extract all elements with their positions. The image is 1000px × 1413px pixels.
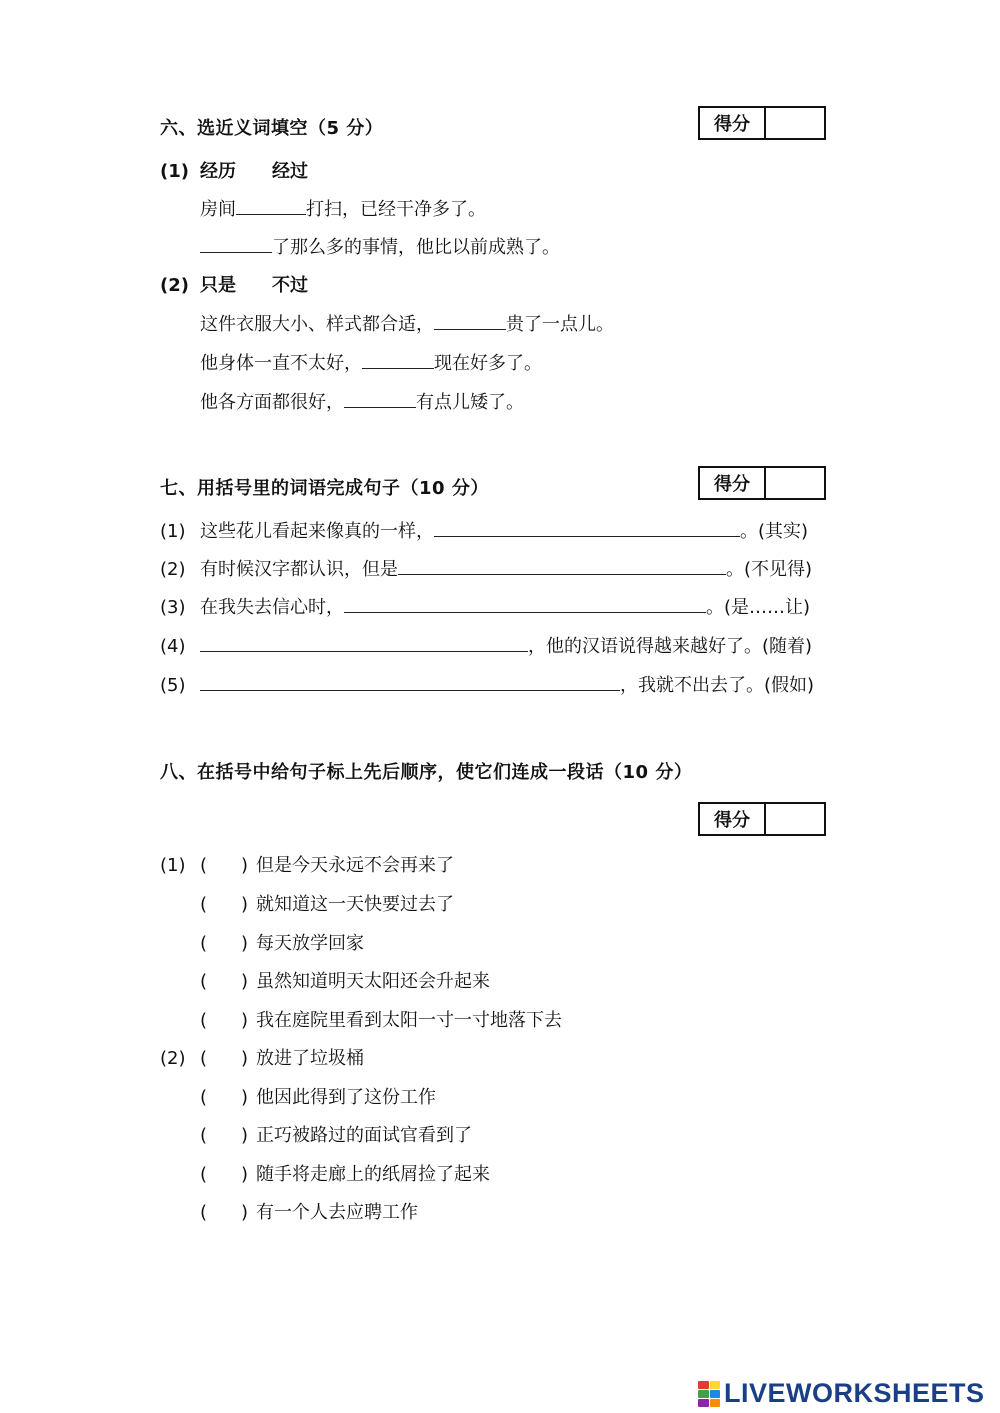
score-label: 得分 xyxy=(700,108,766,138)
s6-q1-header xyxy=(160,160,308,184)
liveworksheets-logo-icon xyxy=(698,1381,720,1407)
line-text: 有点儿矮了。 xyxy=(416,392,524,413)
order-blank[interactable]: ( ) xyxy=(200,855,249,876)
order-blank[interactable]: ( ) xyxy=(200,1010,249,1031)
order-blank[interactable]: ( ) xyxy=(200,933,249,954)
line-text: 他身体一直不太好， xyxy=(200,353,362,374)
question-number: (1) xyxy=(160,855,186,876)
answer-blank[interactable] xyxy=(398,558,726,575)
score-input[interactable] xyxy=(766,108,824,138)
question-number: (3) xyxy=(160,597,186,618)
order-blank[interactable]: ( ) xyxy=(200,1164,249,1185)
score-box-7 xyxy=(698,466,826,500)
word-option: 经过 xyxy=(272,161,308,182)
s7-item-1 xyxy=(160,520,808,544)
line-text: 打扫，已经干净多了。 xyxy=(306,199,486,220)
s8-g2-item-5 xyxy=(200,1201,418,1225)
line-text: ，我就不出去了。(假如) xyxy=(620,675,815,696)
s6-q1-line2 xyxy=(200,236,560,260)
sentence-text: 虽然知道明天太阳还会升起来 xyxy=(256,971,490,992)
s8-g2-item-4 xyxy=(200,1163,490,1187)
s8-g1-item-3 xyxy=(200,932,364,956)
order-blank[interactable]: ( ) xyxy=(200,1202,249,1223)
s7-item-3 xyxy=(160,596,810,620)
sentence-text: 随手将走廊上的纸屑捡了起来 xyxy=(256,1164,490,1185)
s8-g2-item-1 xyxy=(160,1047,364,1071)
score-box-6 xyxy=(698,106,826,140)
line-text: 有时候汉字都认识，但是 xyxy=(200,559,398,580)
order-blank[interactable]: ( ) xyxy=(200,894,249,915)
word-option: 不过 xyxy=(272,275,308,296)
answer-blank[interactable] xyxy=(236,198,306,215)
s8-g1-item-1 xyxy=(160,854,454,878)
s7-item-2 xyxy=(160,558,812,582)
sentence-text: 就知道这一天快要过去了 xyxy=(256,894,454,915)
question-number: (1) xyxy=(160,161,189,182)
s6-q2-line1 xyxy=(200,313,614,337)
line-text: 他各方面都很好， xyxy=(200,392,344,413)
question-number: (2) xyxy=(160,559,186,580)
s8-g1-item-4 xyxy=(200,970,490,994)
line-text: 这件衣服大小、样式都合适， xyxy=(200,314,434,335)
answer-blank[interactable] xyxy=(434,313,506,330)
section-6-title: 六、选近义词填空（5 分） xyxy=(160,118,384,139)
sentence-text: 放进了垃圾桶 xyxy=(256,1048,364,1069)
line-text: 房间 xyxy=(200,199,236,220)
sentence-text: 他因此得到了这份工作 xyxy=(256,1087,436,1108)
order-blank[interactable]: ( ) xyxy=(200,1048,249,1069)
sentence-text: 我在庭院里看到太阳一寸一寸地落下去 xyxy=(256,1010,562,1031)
answer-blank[interactable] xyxy=(344,391,416,408)
question-number: (1) xyxy=(160,521,186,542)
answer-blank[interactable] xyxy=(344,596,706,613)
s7-item-4 xyxy=(160,635,812,659)
sentence-text: 有一个人去应聘工作 xyxy=(256,1202,418,1223)
answer-blank[interactable] xyxy=(200,674,620,691)
sentence-text: 但是今天永远不会再来了 xyxy=(256,855,454,876)
line-text: 了那么多的事情，他比以前成熟了。 xyxy=(272,237,560,258)
answer-blank[interactable] xyxy=(362,352,434,369)
s8-g1-item-2 xyxy=(200,893,454,917)
order-blank[interactable]: ( ) xyxy=(200,1087,249,1108)
line-text: 现在好多了。 xyxy=(434,353,542,374)
section-7-title: 七、用括号里的词语完成句子（10 分） xyxy=(160,478,489,499)
liveworksheets-logo xyxy=(698,1378,985,1409)
score-input[interactable] xyxy=(766,468,824,498)
score-label: 得分 xyxy=(700,468,766,498)
line-text: 。(其实) xyxy=(740,521,809,542)
question-number: (4) xyxy=(160,636,186,657)
order-blank[interactable]: ( ) xyxy=(200,1125,249,1146)
s6-q2-line2 xyxy=(200,352,542,376)
sentence-text: 正巧被路过的面试官看到了 xyxy=(256,1125,472,1146)
s6-q2-line3 xyxy=(200,391,524,415)
s6-q1-line1 xyxy=(200,198,486,222)
s6-q2-header xyxy=(160,274,308,298)
score-box-8 xyxy=(698,802,826,836)
s8-g2-item-3 xyxy=(200,1124,472,1148)
word-option: 只是 xyxy=(200,275,236,296)
line-text: ，他的汉语说得越来越好了。(随着) xyxy=(528,636,813,657)
sentence-text: 每天放学回家 xyxy=(256,933,364,954)
answer-blank[interactable] xyxy=(434,520,740,537)
line-text: 。(不见得) xyxy=(726,559,813,580)
line-text: 这些花儿看起来像真的一样， xyxy=(200,521,434,542)
answer-blank[interactable] xyxy=(200,635,528,652)
answer-blank[interactable] xyxy=(200,236,272,253)
section-8-title: 八、在括号中给句子标上先后顺序，使它们连成一段话（10 分） xyxy=(160,762,693,783)
question-number: (5) xyxy=(160,675,186,696)
question-number: (2) xyxy=(160,1048,186,1069)
s8-g2-item-2 xyxy=(200,1086,436,1110)
word-option: 经历 xyxy=(200,161,236,182)
question-number: (2) xyxy=(160,275,189,296)
line-text: 。(是……让) xyxy=(706,597,811,618)
s7-item-5 xyxy=(160,674,814,698)
s8-g1-item-5 xyxy=(200,1009,562,1033)
order-blank[interactable]: ( ) xyxy=(200,971,249,992)
score-label: 得分 xyxy=(700,804,766,834)
line-text: 在我失去信心时， xyxy=(200,597,344,618)
line-text: 贵了一点儿。 xyxy=(506,314,614,335)
score-input[interactable] xyxy=(766,804,824,834)
logo-text: LIVEWORKSHEETS xyxy=(724,1378,985,1408)
